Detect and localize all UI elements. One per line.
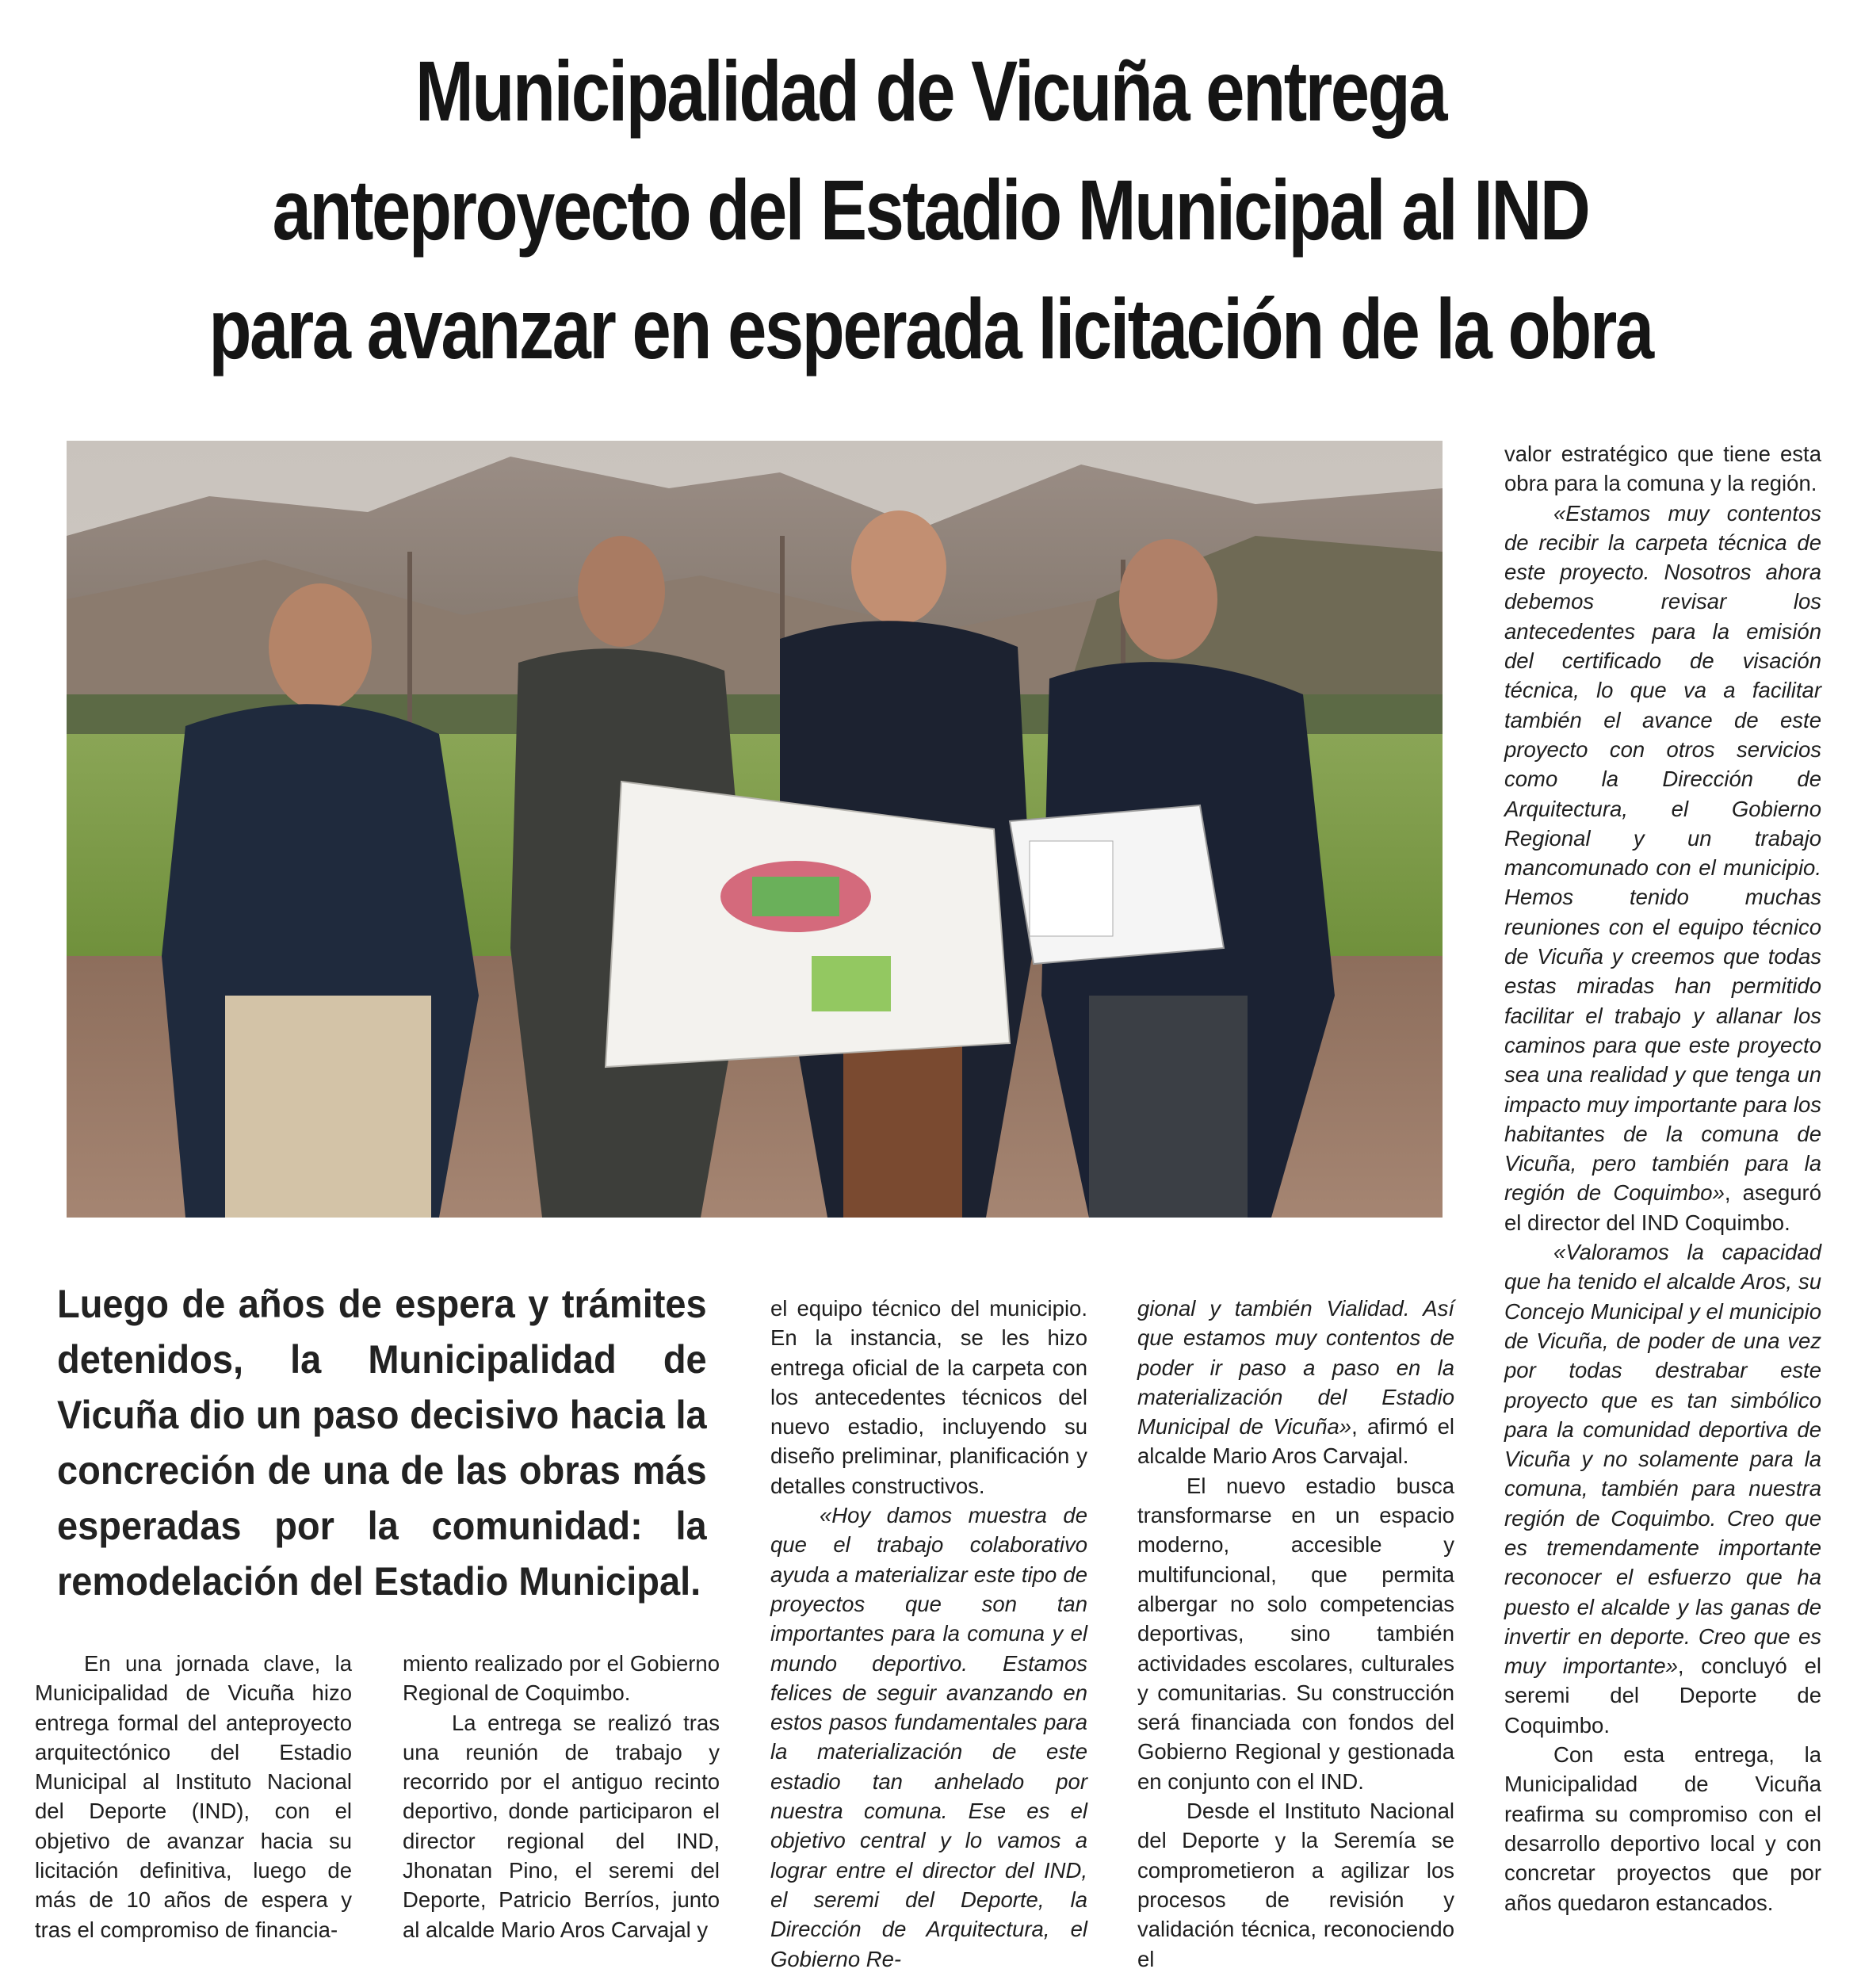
- col3-quote: [770, 1501, 1087, 1974]
- col4-paragraph-2: El nuevo estadio busca transformarse en un espacio moderno, accesible y multifuncional, que permita albergar no solo competencias deportivas, sino también actividades escolares, culturales y comunitarias. Su construcción será financiada con fondos del Gobierno Regional y gestionada en conjunto con el IND.: [1137, 1473, 1454, 1794]
- col5-attribution-1: , aseguró el director del IND Coquimbo.: [1504, 1180, 1821, 1235]
- col5-quote-2: «Valoramos la capacidad que ha tenido el alcalde Aros, su Concejo Municipal y el municipio de Vicuña, de poder de una vez por todas destrabar este proyecto que es tan simbólico para la comunidad deportiva de Vicuña y no solamente para la comuna, también para nuestra región de Coquimbo. Creo que es tremendamente importante reconocer el esfuerzo que ha puesto el alcalde y las ganas de invertir en deporte. Creo que es muy importante»: [1504, 1240, 1821, 1679]
- col5-paragraph-2: [1504, 499, 1821, 1237]
- headline-line-3: para avanzar en esperada licitación de la obra: [208, 281, 1653, 377]
- col4-paragraph-3: Desde el Instituto Nacional del Deporte y la Seremía se comprometieron a agilizar los procesos de revisión y validación técnica, reconociendo el: [1137, 1799, 1454, 1971]
- body-column-2: [403, 1649, 720, 1944]
- col5-quote-1: «Estamos muy contentos de recibir la carpeta técnica de este proyecto. Nosotros ahora debemos revisar los antecedentes para la emisión del certificado de visación técnica, lo que va a facilitar también el avance de este proyecto con otros servicios como la Dirección de Arquitectura, el Gobierno Regional y un trabajo mancomunado con el municipio. Hemos tenido muchas reuniones con el equipo técnico de Vicuña y creemos que todas estas miradas han permitido facilitar el trabajo y allanar los caminos para que este proyecto sea una realidad y que tenga un impacto muy importante para los habitantes de la comuna de Vicuña, pero también para la región de Coquimbo»: [1504, 500, 1821, 1206]
- body-column-5: [1504, 439, 1821, 1917]
- col5-attribution-2: , concluyó el seremi del Deporte de Coquimbo.: [1504, 1653, 1821, 1738]
- col5-paragraph-4: Con esta entrega, la Municipalidad de Vicuña reafirma su compromiso con el desarrollo deportivo local y con concretar proyectos que por años quedaron estancados.: [1504, 1742, 1821, 1915]
- body-column-4: [1137, 1294, 1454, 1974]
- col4-attribution: , afirmó el alcalde Mario Aros Carvajal.: [1137, 1414, 1454, 1469]
- col2-paragraph-1: miento realizado por el Gobierno Regional de Coquimbo.: [403, 1651, 720, 1706]
- headline-line-1: Municipalidad de Vicuña entrega: [415, 43, 1446, 139]
- col5-paragraph-1: valor estratégico que tiene esta obra para la comuna y la región.: [1504, 442, 1821, 496]
- col2-paragraph-2: La entrega se realizó tras una reunión de trabajo y recorrido por el antiguo recinto deportivo, donde participaron el director regional del IND, Jhonatan Pino, el seremi del Deporte, Patricio Berríos, junto al alcalde Mario Aros Carvajal y: [403, 1710, 720, 1942]
- col3-quote-text: «Hoy damos muestra de que el trabajo colaborativo ayuda a materializar este tipo de proyectos que son tan importantes para la comuna y el mundo deportivo. Estamos felices de seguir avanzando en estos pasos fundamentales para la materialización de este estadio tan anhelado por nuestra comuna. Ese es el objetivo central y lo vamos a lograr entre el director del IND, el seremi del Deporte, la Dirección de Arquitectura, el Gobierno Re-: [770, 1503, 1087, 1971]
- col5-paragraph-3: [1504, 1237, 1821, 1740]
- col1-paragraph: En una jornada clave, la Municipalidad de Vicuña hizo entrega formal del anteproyecto arquitectónico del Estadio Municipal al Instituto Nacional del Deporte (IND), con el objetivo de avanzar hacia su licitación definitiva, luego de más de 10 años de espera y tras el compromiso de financia-: [35, 1651, 352, 1942]
- col4-quote-text: gional y también Vialidad. Así que estamos muy contentos de poder ir paso a paso en la materialización del Estadio Municipal de Vicuña»: [1137, 1296, 1454, 1439]
- body-column-3: [770, 1294, 1087, 1974]
- article-photo: [67, 441, 1443, 1218]
- col3-paragraph-1: el equipo técnico del municipio. En la instancia, se les hizo entrega oficial de la carpeta con los antecedentes técnicos del nuevo estadio, incluyendo su diseño preliminar, planificación y detalles constructivos.: [770, 1296, 1087, 1498]
- headline-line-2: anteproyecto del Estadio Municipal al IND: [272, 162, 1589, 258]
- photo-illustration: [67, 441, 1443, 1218]
- lead-paragraph: Luego de años de espera y trámites detenidos, la Municipalidad de Vicuña dio un paso decisivo hacia la concreción de una de las obras más esperadas por la comunidad: la remodelación del Estadio Municipal.: [57, 1282, 707, 1604]
- col4-paragraph-1: [1137, 1294, 1454, 1471]
- article-headline: [207, 32, 1655, 388]
- body-column-1: [35, 1649, 352, 1944]
